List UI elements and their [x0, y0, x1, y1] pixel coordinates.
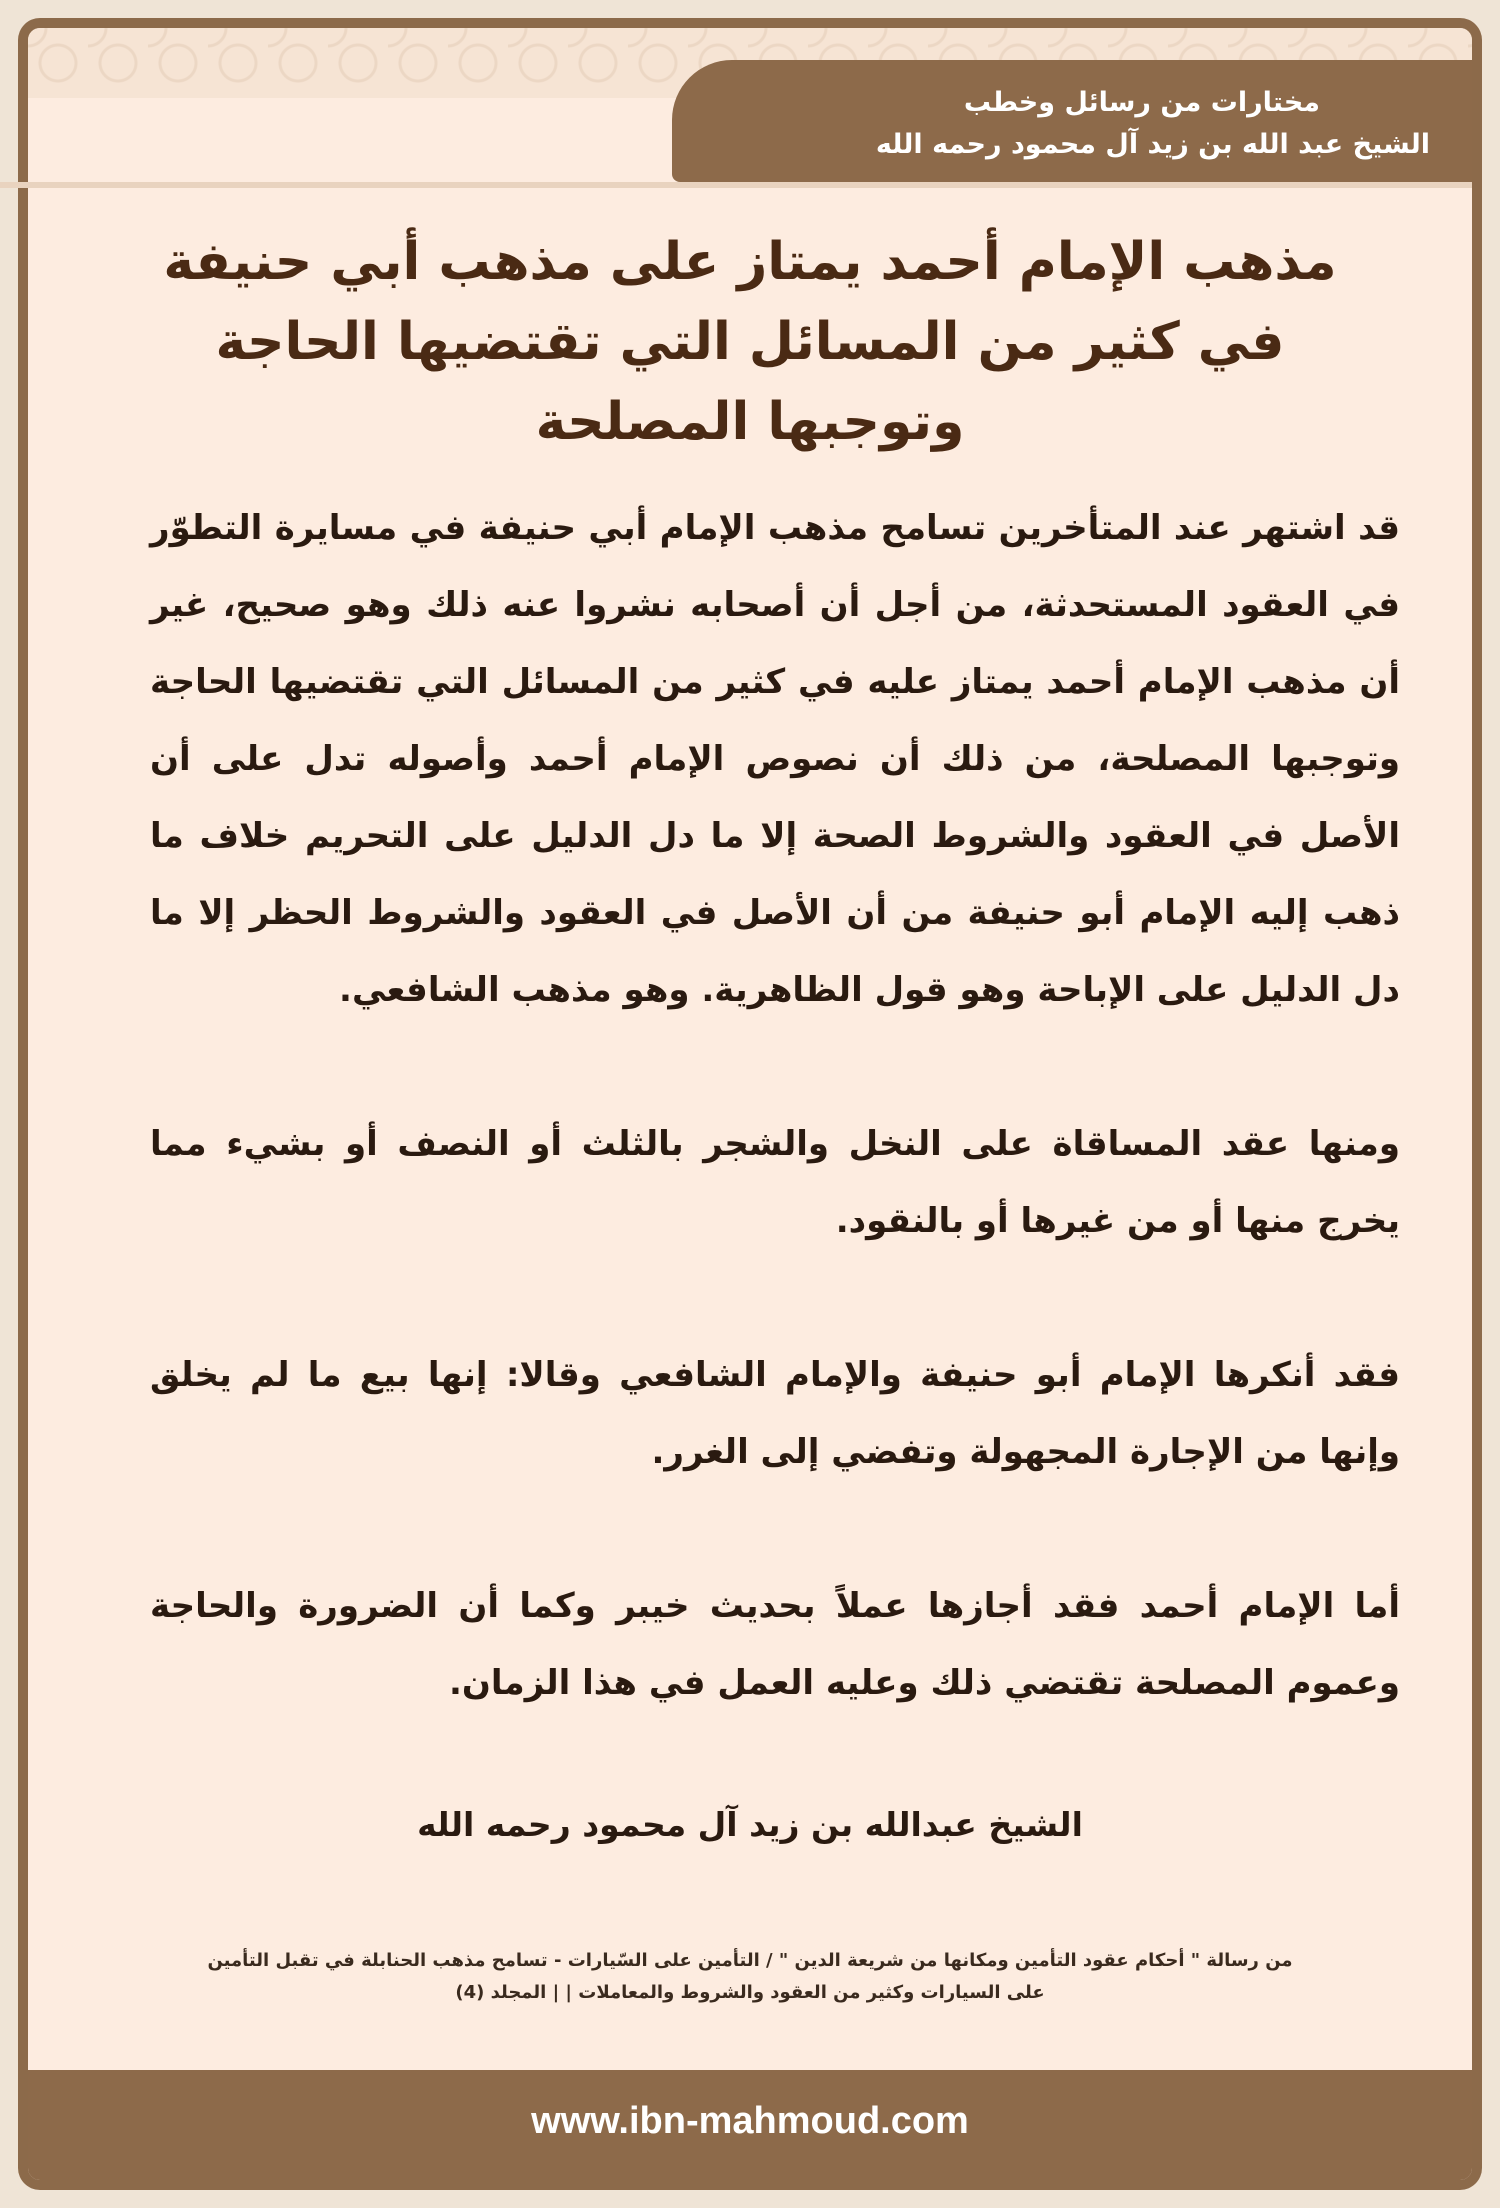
website-link[interactable]: www.ibn-mahmoud.com — [531, 2100, 969, 2142]
header-line-1: مختارات من رسائل وخطب — [963, 87, 1320, 118]
header-divider — [0, 182, 1472, 188]
paragraph-4: أما الإمام أحمد فقد أجازها عملاً بحديث خيبر وكما أن الضرورة والحاجة وعموم المصلحة تقتضي ذلك وعليه العمل في هذا الزمان. — [150, 1586, 1400, 1703]
header-text — [670, 82, 1430, 166]
paragraph-1: قد اشتهر عند المتأخرين تسامح مذهب الإمام أبي حنيفة في مسايرة التطوّر في العقود المستحدثة، من أجل أن أصحابه نشروا عنه ذلك وهو صحيح، غير أن مذهب الإمام أحمد يمتاز عليه في كثير من المسائل التي تقتضيها الحاجة وتوجبها المصلحة، من ذلك أن نصوص الإمام أحمد وأصوله تدل على أن الأصل في العقود والشروط الصحة إلا ما دل الدليل على التحريم خلاف ما ذهب إليه الإمام أبو حنيفة من أن الأصل في العقود والشروط الحظر إلا ما دل الدليل على الإباحة وهو قول الظاهرية. وهو مذهب الشافعي. — [150, 508, 1400, 1010]
paragraph-2: ومنها عقد المساقاة على النخل والشجر بالثلث أو النصف أو بشيء مما يخرج منها أو من غيرها أو بالنقود. — [150, 1124, 1400, 1241]
paragraph-3: فقد أنكرها الإمام أبو حنيفة والإمام الشافعي وقالا: إنها بيع ما لم يخلق وإنها من الإجارة المجهولة وتفضي إلى الغرر. — [150, 1355, 1400, 1472]
header-line-2: الشيخ عبد الله بن زيد آل محمود رحمه الله — [875, 129, 1430, 160]
footer-bar — [28, 2070, 1472, 2180]
article-title: مذهب الإمام أحمد يمتاز على مذهب أبي حنيفة في كثير من المسائل التي تقتضيها الحاجة وتوجبها المصلحة — [163, 232, 1337, 452]
source-line-2: على السيارات وكثير من العقود والشروط والمعاملات | | المجلد (4) — [455, 1982, 1045, 2003]
author-signature: الشيخ عبدالله بن زيد آل محمود رحمه الله — [417, 1805, 1083, 1844]
source-line-1: من رسالة " أحكام عقود التأمين ومكانها من شريعة الدين " / التأمين على السّيارات - تسامح مذهب الحنابلة في تقبل التأمين — [207, 1950, 1293, 1971]
source-citation — [100, 1945, 1400, 2009]
article-body — [150, 490, 1400, 1799]
